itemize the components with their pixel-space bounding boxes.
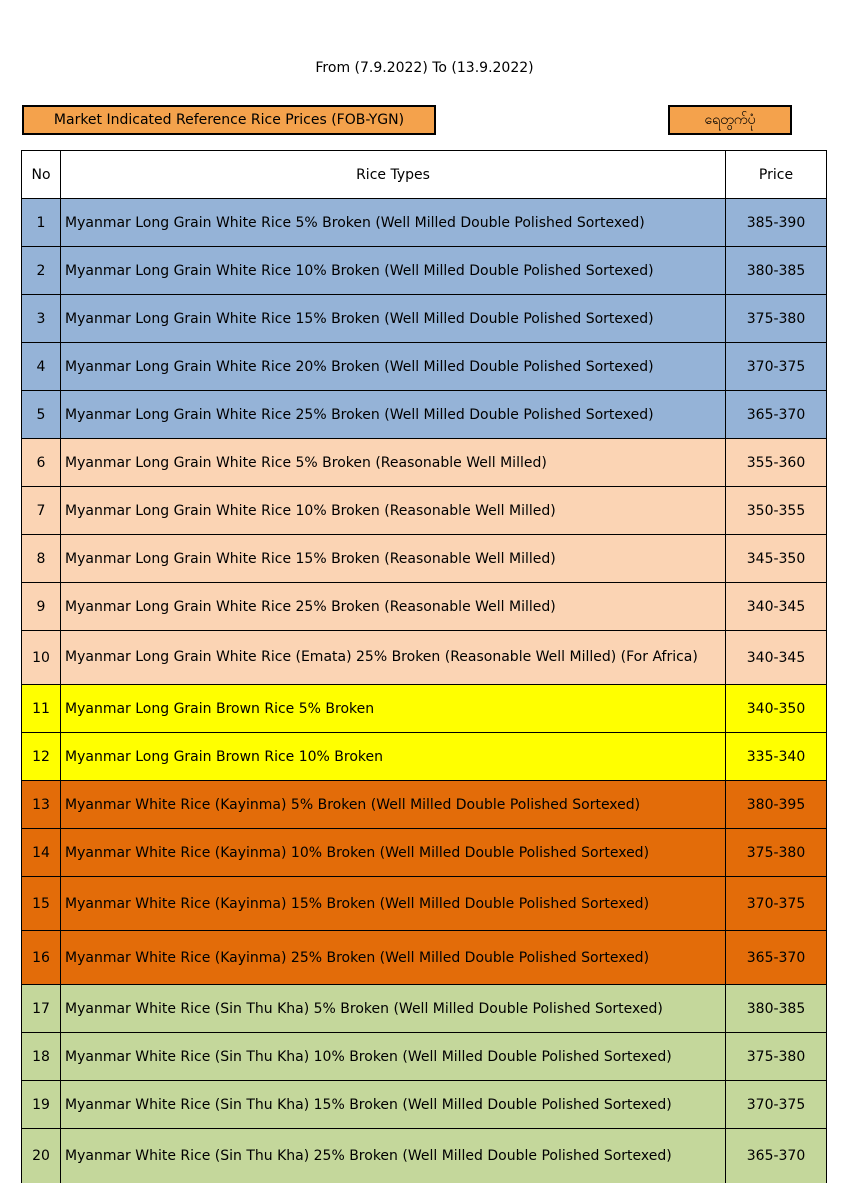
rice-type: Myanmar Long Grain White Rice 10% Broken (Reasonable Well Milled) [61,487,726,535]
price-range: 385-390 [726,199,827,247]
table-row [22,583,827,631]
rice-type: Myanmar Long Grain White Rice 5% Broken (Reasonable Well Milled) [61,439,726,487]
table-row [22,439,827,487]
column-header-rice-types: Rice Types [61,151,726,199]
price-range: 340-345 [726,631,827,685]
rice-type: Myanmar White Rice (Sin Thu Kha) 10% Broken (Well Milled Double Polished Sortexed) [61,1033,726,1081]
rice-type: Myanmar White Rice (Kayinma) 25% Broken (Well Milled Double Polished Sortexed) [61,931,726,985]
price-range: 365-370 [726,391,827,439]
table-row [22,343,827,391]
price-range: 365-370 [726,931,827,985]
row-number: 5 [22,391,61,439]
row-number: 20 [22,1129,61,1183]
table-row [22,877,827,931]
price-range: 365-370 [726,1129,827,1183]
row-number: 6 [22,439,61,487]
table-row [22,247,827,295]
price-range: 335-340 [726,733,827,781]
row-number: 7 [22,487,61,535]
table-row [22,1081,827,1129]
rice-type: Myanmar Long Grain White Rice 15% Broken (Well Milled Double Polished Sortexed) [61,295,726,343]
row-number: 3 [22,295,61,343]
rice-type: Myanmar Long Grain White Rice (Emata) 25% Broken (Reasonable Well Milled) (For Africa) [61,631,726,685]
price-range: 380-395 [726,781,827,829]
rice-type: Myanmar Long Grain White Rice 20% Broken (Well Milled Double Polished Sortexed) [61,343,726,391]
price-range: 370-375 [726,877,827,931]
rice-prices-table [21,150,827,1183]
reference-prices-label: Market Indicated Reference Rice Prices (FOB-YGN) [22,105,436,135]
price-range: 380-385 [726,985,827,1033]
price-range: 375-380 [726,1033,827,1081]
table-row [22,829,827,877]
rice-type: Myanmar White Rice (Kayinma) 10% Broken (Well Milled Double Polished Sortexed) [61,829,726,877]
rice-type: Myanmar Long Grain White Rice 10% Broken (Well Milled Double Polished Sortexed) [61,247,726,295]
table-row [22,535,827,583]
price-range: 355-360 [726,439,827,487]
row-number: 9 [22,583,61,631]
table-row [22,1033,827,1081]
price-range: 370-375 [726,1081,827,1129]
row-number: 17 [22,985,61,1033]
row-number: 4 [22,343,61,391]
table-row [22,781,827,829]
table-row [22,391,827,439]
row-number: 11 [22,685,61,733]
row-number: 14 [22,829,61,877]
table-row [22,199,827,247]
row-number: 15 [22,877,61,931]
rice-type: Myanmar Long Grain White Rice 5% Broken (Well Milled Double Polished Sortexed) [61,199,726,247]
row-number: 10 [22,631,61,685]
rice-type: Myanmar White Rice (Sin Thu Kha) 25% Broken (Well Milled Double Polished Sortexed) [61,1129,726,1183]
rice-type: Myanmar White Rice (Sin Thu Kha) 5% Broken (Well Milled Double Polished Sortexed) [61,985,726,1033]
rice-type: Myanmar White Rice (Kayinma) 5% Broken (Well Milled Double Polished Sortexed) [61,781,726,829]
table-row [22,631,827,685]
rice-type: Myanmar Long Grain White Rice 15% Broken (Reasonable Well Milled) [61,535,726,583]
rice-type: Myanmar White Rice (Sin Thu Kha) 15% Broken (Well Milled Double Polished Sortexed) [61,1081,726,1129]
row-number: 13 [22,781,61,829]
price-range: 340-350 [726,685,827,733]
price-range: 380-385 [726,247,827,295]
price-range: 375-380 [726,295,827,343]
row-number: 16 [22,931,61,985]
rice-type: Myanmar Long Grain White Rice 25% Broken (Reasonable Well Milled) [61,583,726,631]
table-header-row [22,151,827,199]
table-row [22,985,827,1033]
table-row [22,295,827,343]
table-row [22,931,827,985]
row-number: 19 [22,1081,61,1129]
column-header-price: Price [726,151,827,199]
date-range: From (7.9.2022) To (13.9.2022) [315,60,534,76]
price-range: 345-350 [726,535,827,583]
table-row [22,685,827,733]
rice-type: Myanmar Long Grain White Rice 25% Broken (Well Milled Double Polished Sortexed) [61,391,726,439]
table-row [22,1129,827,1183]
rice-type: Myanmar White Rice (Kayinma) 15% Broken (Well Milled Double Polished Sortexed) [61,877,726,931]
row-number: 12 [22,733,61,781]
table-row [22,487,827,535]
column-header-no: No [22,151,61,199]
price-range: 375-380 [726,829,827,877]
row-number: 18 [22,1033,61,1081]
table-row [22,733,827,781]
price-range: 340-345 [726,583,827,631]
rice-type: Myanmar Long Grain Brown Rice 10% Broken [61,733,726,781]
price-range: 370-375 [726,343,827,391]
myanmar-label-button[interactable]: ရေတွက်ပုံ [668,105,792,135]
row-number: 2 [22,247,61,295]
row-number: 8 [22,535,61,583]
rice-type: Myanmar Long Grain Brown Rice 5% Broken [61,685,726,733]
price-range: 350-355 [726,487,827,535]
row-number: 1 [22,199,61,247]
